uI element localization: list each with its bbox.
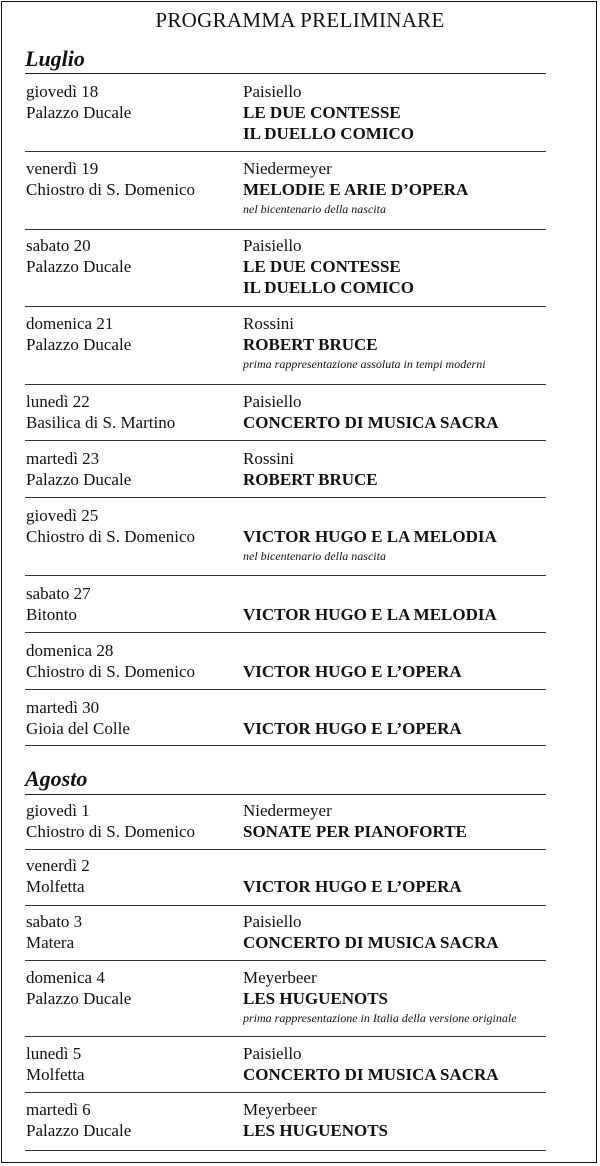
- row-rule: [25, 151, 546, 152]
- row-rule: [25, 229, 546, 230]
- event-day: sabato 27: [26, 584, 91, 603]
- event-composer: Meyerbeer: [243, 968, 317, 987]
- event-title: LES HUGUENOTS: [243, 1121, 389, 1140]
- event-venue: Palazzo Ducale: [26, 103, 132, 122]
- event-note: nel bicentenario della nascita: [243, 202, 386, 216]
- event-note: prima rappresentazione assoluta in tempi moderni: [243, 357, 486, 371]
- event-venue: Palazzo Ducale: [26, 989, 132, 1008]
- event-venue: Molfetta: [26, 877, 85, 896]
- event-title: IL DUELLO COMICO: [243, 278, 414, 297]
- event-venue: Palazzo Ducale: [26, 257, 132, 276]
- event-day: giovedì 25: [26, 506, 99, 525]
- event-title: LE DUE CONTESSE: [243, 257, 401, 276]
- event-day: martedì 23: [26, 449, 100, 468]
- event-day: domenica 4: [26, 968, 105, 987]
- event-title: IL DUELLO COMICO: [243, 124, 414, 143]
- event-day: sabato 20: [26, 236, 91, 255]
- event-venue: Molfetta: [26, 1065, 85, 1084]
- event-day: domenica 21: [26, 314, 114, 333]
- row-rule: [25, 1092, 546, 1093]
- event-composer: Paisiello: [243, 82, 302, 101]
- event-venue: Gioia del Colle: [26, 719, 130, 738]
- event-day: sabato 3: [26, 912, 83, 931]
- month-heading: Luglio: [25, 46, 85, 71]
- event-day: lunedì 5: [26, 1044, 82, 1063]
- event-note: nel bicentenario della nascita: [243, 549, 386, 563]
- event-day: venerdì 2: [26, 856, 90, 875]
- event-day: lunedì 22: [26, 392, 90, 411]
- event-day: domenica 28: [26, 641, 114, 660]
- event-title: CONCERTO DI MUSICA SACRA: [243, 933, 499, 952]
- event-composer: Paisiello: [243, 912, 302, 931]
- row-rule: [25, 849, 546, 850]
- event-note: prima rappresentazione in Italia della versione originale: [243, 1011, 517, 1025]
- event-venue: Matera: [26, 933, 75, 952]
- month-heading: Agosto: [25, 766, 88, 791]
- row-rule: [25, 575, 546, 576]
- event-title: ROBERT BRUCE: [243, 335, 378, 354]
- event-title: SONATE PER PIANOFORTE: [243, 822, 467, 841]
- row-rule: [25, 497, 546, 498]
- event-venue: Palazzo Ducale: [26, 335, 132, 354]
- section-rule: [25, 73, 546, 74]
- event-day: martedì 6: [26, 1100, 91, 1119]
- section-rule: [25, 794, 546, 795]
- event-venue: Basilica di S. Martino: [26, 413, 176, 432]
- row-rule: [25, 632, 546, 633]
- event-venue: Chiostro di S. Domenico: [26, 180, 196, 199]
- event-venue: Chiostro di S. Domenico: [26, 527, 196, 546]
- event-title: LES HUGUENOTS: [243, 989, 389, 1008]
- event-title: VICTOR HUGO E L’OPERA: [243, 877, 462, 896]
- event-composer: Niedermeyer: [243, 159, 332, 178]
- event-composer: Niedermeyer: [243, 801, 332, 820]
- event-composer: Paisiello: [243, 392, 302, 411]
- event-title: LE DUE CONTESSE: [243, 103, 401, 122]
- event-title: VICTOR HUGO E LA MELODIA: [243, 605, 497, 624]
- row-rule: [25, 960, 546, 961]
- event-title: VICTOR HUGO E LA MELODIA: [243, 527, 497, 546]
- event-title: ROBERT BRUCE: [243, 470, 378, 489]
- row-rule: [25, 745, 546, 746]
- event-day: giovedì 18: [26, 82, 99, 101]
- event-composer: Meyerbeer: [243, 1100, 317, 1119]
- event-venue: Chiostro di S. Domenico: [26, 662, 196, 681]
- row-rule: [25, 905, 546, 906]
- event-day: giovedì 1: [26, 801, 90, 820]
- row-rule: [25, 689, 546, 690]
- event-composer: Paisiello: [243, 236, 302, 255]
- event-day: martedì 30: [26, 698, 100, 717]
- event-composer: Rossini: [243, 449, 295, 468]
- event-venue: Palazzo Ducale: [26, 470, 132, 489]
- event-composer: Paisiello: [243, 1044, 302, 1063]
- row-rule: [25, 1036, 546, 1037]
- row-rule: [25, 440, 546, 441]
- event-title: VICTOR HUGO E L’OPERA: [243, 662, 462, 681]
- event-composer: Rossini: [243, 314, 295, 333]
- event-venue: Chiostro di S. Domenico: [26, 822, 196, 841]
- event-title: MELODIE E ARIE D’OPERA: [243, 180, 469, 199]
- event-title: CONCERTO DI MUSICA SACRA: [243, 1065, 499, 1084]
- row-rule: [25, 1150, 546, 1151]
- event-title: CONCERTO DI MUSICA SACRA: [243, 413, 499, 432]
- event-venue: Palazzo Ducale: [26, 1121, 132, 1140]
- row-rule: [25, 306, 546, 307]
- row-rule: [25, 384, 546, 385]
- event-venue: Bitonto: [26, 605, 78, 624]
- event-title: VICTOR HUGO E L’OPERA: [243, 719, 462, 738]
- page-title: PROGRAMMA PRELIMINARE: [155, 8, 445, 32]
- event-day: venerdì 19: [26, 159, 99, 178]
